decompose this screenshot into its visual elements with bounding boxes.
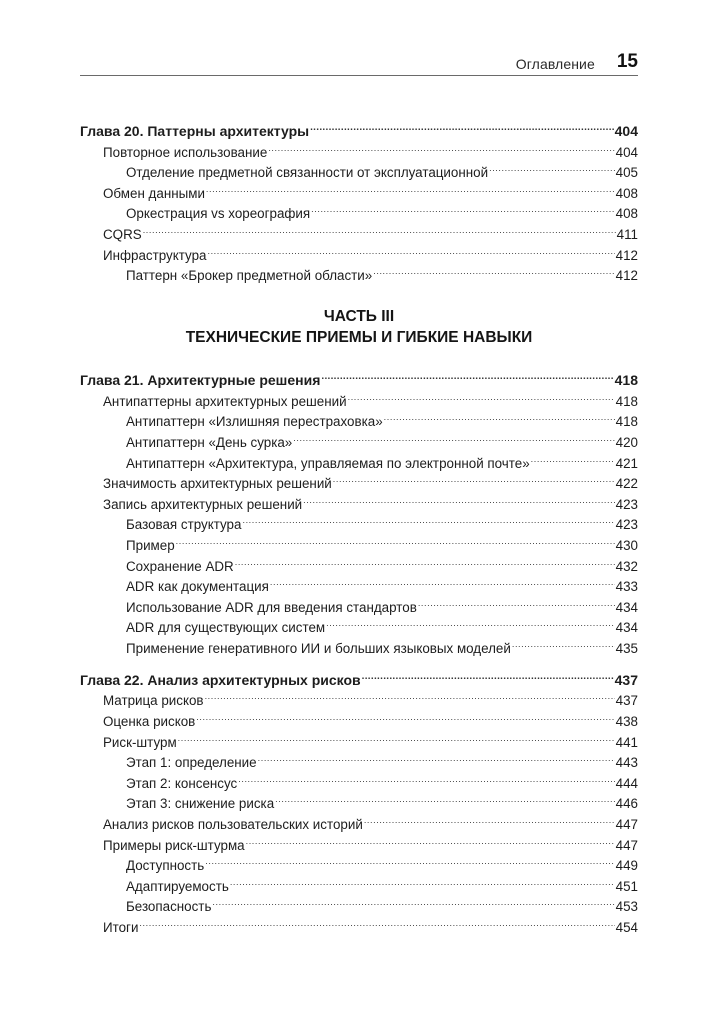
toc-entry-page: 447 [615,817,638,833]
toc-entry-page: 446 [615,796,638,812]
toc-entry-title: Значимость архитектурных решений [103,476,332,492]
dot-leader [326,612,615,633]
toc-entry-page: 437 [615,693,638,709]
dot-leader [242,509,614,530]
dot-leader [333,468,615,489]
header-rule [80,75,638,76]
dot-leader [373,260,614,281]
toc-entry-title: Обмен данными [103,185,205,201]
toc-entry-title: Инфраструктура [103,247,207,263]
toc-entry-page: 405 [615,165,638,181]
dot-leader [143,218,616,239]
dot-leader [270,571,615,592]
toc-entry-page: 454 [615,920,638,935]
toc-entry[interactable] [80,911,638,935]
dot-leader [364,808,615,829]
dot-leader [348,385,615,406]
toc-entry-title: Использование ADR для введения стандартов [126,599,417,615]
dot-leader [176,529,615,550]
toc-entry-page: 412 [615,247,638,263]
dot-leader [206,177,615,198]
toc-entry-title: Матрица рисков [103,693,204,709]
toc-entry-title: Доступность [126,858,205,874]
toc-entry-page: 430 [615,537,638,553]
toc-entry-title: Антипаттерн «День сурка» [126,434,293,450]
toc-entry-page: 453 [615,899,638,915]
dot-leader [321,362,613,385]
toc-entry-title: Глава 21. Архитектурные решения [80,372,321,389]
part-label: ЧАСТЬ III [323,308,395,326]
toc-entry-title: Безопасность [126,899,212,915]
toc-entry-page: 443 [615,755,638,771]
dot-leader [205,685,615,706]
toc-entry-page: 418 [615,414,638,430]
toc-entry-title: Повторное использование [103,144,268,160]
toc-entry[interactable] [80,239,638,263]
toc-entry-page: 420 [615,434,638,450]
dot-leader [293,426,614,447]
toc-entry-title: Итоги [103,920,139,935]
dot-leader [362,662,614,685]
toc-entry-title: Отделение предметной связанности от эксплуатационной [126,165,489,181]
toc-entry-title: Глава 22. Анализ архитектурных рисков [80,671,361,688]
toc-entry-title: Базовая структура [126,517,242,533]
toc-entry-title: Адаптируемость [126,878,229,894]
toc-entry-title: Примеры риск-штурма [103,837,245,853]
dot-leader [311,198,615,219]
toc-entry-title: ADR как документация [126,579,269,595]
part-title: ТЕХНИЧЕСКИЕ ПРИЕМЫ И ГИБКИЕ НАВЫКИ [185,329,533,347]
dot-leader [235,550,615,571]
toc-entry-title: Анализ рисков пользовательских историй [103,817,363,833]
running-title: Оглавление [515,56,595,72]
toc-entry-page: 408 [615,185,638,201]
toc-entry-page: 437 [614,671,638,688]
toc-entry-page: 432 [615,558,638,574]
toc-entry-title: Антипаттерн «Излишняя перестраховка» [126,414,383,430]
toc-entry-page: 451 [615,878,638,894]
toc-entry-page: 434 [615,599,638,615]
page-number: 15 [616,51,638,72]
toc-entry-title: Антипаттерны архитектурных решений [103,393,347,409]
toc-entry-title: Запись архитектурных решений [103,496,303,512]
toc-entry-title: Оценка рисков [103,714,196,730]
dot-leader [310,113,614,136]
toc-entry-title: Глава 20. Паттерны архитектуры [80,123,310,139]
toc-entry-title: Антипаттерн «Архитектура, управляемая по электронной почте» [126,455,530,471]
dot-leader [139,911,614,932]
table-of-contents [80,113,638,935]
dot-leader [196,705,614,726]
dot-leader [275,788,615,809]
toc-chapter-22[interactable] [80,662,638,688]
toc-entry-title: Этап 1: определение [126,755,257,771]
dot-leader [268,136,614,157]
part-heading [80,306,638,348]
toc-entry-page: 411 [616,226,638,242]
toc-entry-page: 449 [615,858,638,874]
toc-entry-title: Этап 3: снижение риска [126,796,275,812]
toc-entry-title: ADR для существующих систем [126,620,326,636]
dot-leader [512,632,615,653]
dot-leader [230,870,615,891]
dot-leader [418,591,615,612]
toc-entry-page: 404 [615,144,638,160]
toc-chapter-21[interactable] [80,362,638,389]
dot-leader [178,726,615,747]
toc-entry-page: 423 [615,517,638,533]
toc-entry-page: 447 [615,837,638,853]
toc-entry-page: 404 [614,123,638,139]
toc-entry-title: Оркестрация vs хореография [126,206,311,222]
toc-entry-page: 418 [615,393,638,409]
toc-entry-page: 434 [615,620,638,636]
dot-leader [258,747,615,768]
dot-leader [207,239,614,260]
toc-entry-title: Риск-штурм [103,734,177,750]
toc-entry-page: 438 [615,714,638,730]
toc-entry-title: CQRS [103,226,142,242]
toc-entry-page: 422 [615,476,638,492]
dot-leader [303,488,614,509]
toc-entry-title: Сохранение ADR [126,558,234,574]
toc-entry-page: 435 [615,640,638,656]
dot-leader [238,767,614,788]
toc-entry-page: 418 [614,372,638,389]
toc-chapter-20[interactable] [80,113,638,139]
toc-entry-page: 441 [615,734,638,750]
running-head [516,48,638,72]
dot-leader [205,850,614,871]
toc-entry-page: 433 [615,579,638,595]
toc-entry-title: Пример [126,537,175,553]
dot-leader [489,157,615,178]
toc-entry-page: 408 [615,206,638,222]
toc-entry[interactable] [80,218,638,242]
toc-entry-page: 421 [615,455,638,471]
toc-entry-title: Применение генеративного ИИ и больших языковых моделей [126,640,511,656]
toc-entry-title: Этап 2: консенсус [126,775,238,791]
dot-leader [246,829,615,850]
toc-entry-page: 412 [615,268,638,284]
dot-leader [384,406,615,427]
dot-leader [212,891,614,912]
toc-entry-page: 444 [615,775,638,791]
toc-entry-page: 423 [615,496,638,512]
toc-entry-title: Паттерн «Брокер предметной области» [126,268,373,284]
dot-leader [531,447,615,468]
